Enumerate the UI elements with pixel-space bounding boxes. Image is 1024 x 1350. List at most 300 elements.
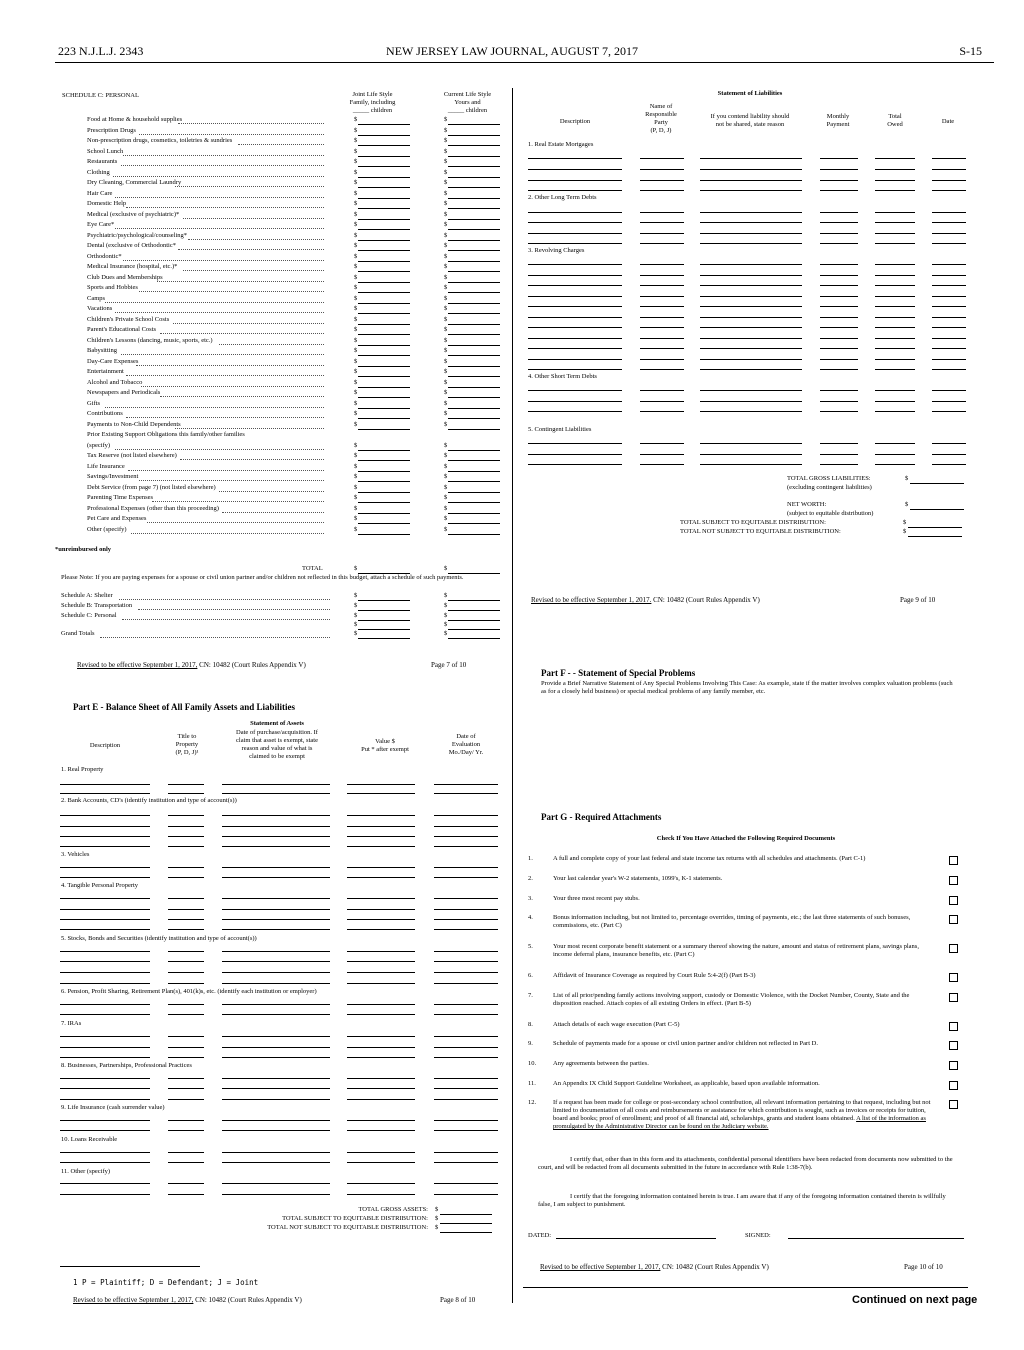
asset-entry-line[interactable] [168,1120,204,1121]
asset-entry-line[interactable] [168,1014,204,1015]
asset-entry-line[interactable] [60,951,150,952]
asset-entry-line[interactable] [222,1057,330,1058]
liability-entry-line[interactable] [875,243,915,244]
asset-entry-line[interactable] [434,1152,498,1153]
joint-amount-field[interactable] [358,368,410,377]
asset-entry-line[interactable] [222,951,330,952]
liability-entry-line[interactable] [820,401,858,402]
liability-entry-line[interactable] [932,454,966,455]
asset-entry-line[interactable] [60,846,150,847]
asset-entry-line[interactable] [168,1152,204,1153]
liability-entry-line[interactable] [932,327,966,328]
attachment-checkbox[interactable] [949,1081,958,1090]
asset-entry-line[interactable] [222,1099,330,1100]
current-amount-field[interactable] [448,452,500,461]
asset-entry-line[interactable] [222,836,330,837]
asset-entry-line[interactable] [60,898,150,899]
liability-entry-line[interactable] [820,158,858,159]
joint-amount-field[interactable] [358,169,410,178]
liability-entry-line[interactable] [820,285,858,286]
liability-entry-line[interactable] [528,222,622,223]
joint-amount-field[interactable] [358,379,410,388]
asset-entry-line[interactable] [222,1183,330,1184]
joint-amount-field[interactable] [358,200,410,209]
asset-entry-line[interactable] [168,898,204,899]
liability-entry-line[interactable] [932,443,966,444]
summary-current-field[interactable] [448,630,500,639]
asset-entry-line[interactable] [60,784,150,785]
liability-entry-line[interactable] [875,180,915,181]
asset-entry-line[interactable] [222,1014,330,1015]
liability-entry-line[interactable] [932,296,966,297]
liability-entry-line[interactable] [640,327,684,328]
joint-amount-field[interactable] [358,505,410,514]
liability-entry-line[interactable] [820,411,858,412]
current-amount-field[interactable] [448,316,500,325]
joint-amount-field[interactable] [358,232,410,241]
asset-entry-line[interactable] [222,867,330,868]
dated-field[interactable] [556,1238,716,1239]
asset-entry-line[interactable] [434,867,498,868]
liability-entry-line[interactable] [820,264,858,265]
liability-entry-line[interactable] [528,317,622,318]
asset-entry-line[interactable] [168,846,204,847]
liability-entry-line[interactable] [528,190,622,191]
asset-entry-line[interactable] [222,826,330,827]
liability-entry-line[interactable] [820,369,858,370]
asset-entry-line[interactable] [347,961,415,962]
current-amount-field[interactable] [448,274,500,283]
current-amount-field[interactable] [448,200,500,209]
asset-entry-line[interactable] [168,919,204,920]
asset-entry-line[interactable] [434,793,498,794]
current-amount-field[interactable] [448,421,500,430]
asset-entry-line[interactable] [60,1036,150,1037]
liability-entry-line[interactable] [700,243,802,244]
summary-current-field[interactable] [448,592,500,601]
liability-entry-line[interactable] [640,180,684,181]
liability-entry-line[interactable] [932,317,966,318]
current-amount-field[interactable] [448,158,500,167]
current-amount-field[interactable] [448,169,500,178]
asset-entry-line[interactable] [347,867,415,868]
asset-entry-line[interactable] [434,951,498,952]
asset-entry-line[interactable] [222,815,330,816]
liability-entry-line[interactable] [932,359,966,360]
liability-entry-line[interactable] [932,190,966,191]
asset-entry-line[interactable] [434,1004,498,1005]
total-current-field[interactable] [448,565,500,574]
asset-entry-line[interactable] [60,961,150,962]
asset-entry-line[interactable] [347,929,415,930]
attachment-checkbox[interactable] [949,1022,958,1031]
liability-entry-line[interactable] [700,285,802,286]
asset-entry-line[interactable] [60,929,150,930]
liability-entry-line[interactable] [875,317,915,318]
liability-entry-line[interactable] [640,190,684,191]
asset-entry-line[interactable] [168,951,204,952]
joint-amount-field[interactable] [358,421,410,430]
asset-entry-line[interactable] [434,1194,498,1195]
asset-entry-line[interactable] [60,919,150,920]
liability-entry-line[interactable] [528,158,622,159]
joint-amount-field[interactable] [358,347,410,356]
current-amount-field[interactable] [448,263,500,272]
liability-entry-line[interactable] [820,190,858,191]
asset-entry-line[interactable] [434,1099,498,1100]
asset-entry-line[interactable] [168,836,204,837]
liability-entry-line[interactable] [528,264,622,265]
liability-entry-line[interactable] [875,443,915,444]
liability-entry-line[interactable] [640,359,684,360]
liability-entry-line[interactable] [528,296,622,297]
current-amount-field[interactable] [448,442,500,451]
attachment-checkbox[interactable] [949,993,958,1002]
liability-entry-line[interactable] [932,169,966,170]
asset-entry-line[interactable] [434,919,498,920]
liability-entry-line[interactable] [700,443,802,444]
asset-entry-line[interactable] [434,1047,498,1048]
liability-entry-line[interactable] [932,264,966,265]
asset-entry-line[interactable] [222,1162,330,1163]
joint-amount-field[interactable] [358,515,410,524]
liability-entry-line[interactable] [528,275,622,276]
asset-entry-line[interactable] [222,983,330,984]
liability-entry-line[interactable] [932,464,966,465]
asset-entry-line[interactable] [222,1130,330,1131]
joint-amount-field[interactable] [358,316,410,325]
current-amount-field[interactable] [448,379,500,388]
summary-current-field[interactable] [448,612,500,621]
asset-entry-line[interactable] [222,846,330,847]
joint-amount-field[interactable] [358,148,410,157]
asset-entry-line[interactable] [347,1088,415,1089]
liability-entry-line[interactable] [528,359,622,360]
asset-entry-line[interactable] [434,1057,498,1058]
liability-entry-line[interactable] [820,317,858,318]
joint-amount-field[interactable] [358,263,410,272]
liability-entry-line[interactable] [640,464,684,465]
asset-entry-line[interactable] [168,1183,204,1184]
joint-amount-field[interactable] [358,484,410,493]
summary-joint-field[interactable] [358,602,410,611]
liability-entry-line[interactable] [875,222,915,223]
asset-entry-line[interactable] [60,1078,150,1079]
liability-entry-line[interactable] [528,454,622,455]
liability-entry-line[interactable] [700,212,802,213]
current-amount-field[interactable] [448,337,500,346]
asset-entry-line[interactable] [168,929,204,930]
current-amount-field[interactable] [448,253,500,262]
joint-amount-field[interactable] [358,211,410,220]
liability-entry-line[interactable] [528,169,622,170]
joint-amount-field[interactable] [358,463,410,472]
joint-amount-field[interactable] [358,179,410,188]
asset-entry-line[interactable] [347,1036,415,1037]
asset-entry-line[interactable] [222,1152,330,1153]
liability-entry-line[interactable] [700,275,802,276]
asset-entry-line[interactable] [347,1183,415,1184]
asset-entry-line[interactable] [60,983,150,984]
asset-entry-line[interactable] [347,793,415,794]
current-amount-field[interactable] [448,410,500,419]
asset-entry-line[interactable] [434,1088,498,1089]
asset-entry-line[interactable] [347,1152,415,1153]
asset-total-field[interactable] [440,1206,492,1215]
asset-entry-line[interactable] [434,815,498,816]
liability-entry-line[interactable] [700,233,802,234]
current-amount-field[interactable] [448,305,500,314]
asset-entry-line[interactable] [434,1014,498,1015]
liability-entry-line[interactable] [700,158,802,159]
liability-entry-line[interactable] [640,275,684,276]
liability-entry-line[interactable] [640,401,684,402]
liability-entry-line[interactable] [640,411,684,412]
current-amount-field[interactable] [448,137,500,146]
current-amount-field[interactable] [448,326,500,335]
summary-current-field[interactable] [448,602,500,611]
joint-amount-field[interactable] [358,116,410,125]
summary-joint-field[interactable] [358,630,410,639]
asset-entry-line[interactable] [347,826,415,827]
liability-entry-line[interactable] [820,327,858,328]
asset-entry-line[interactable] [434,836,498,837]
liability-entry-line[interactable] [700,401,802,402]
attachment-checkbox[interactable] [949,896,958,905]
liability-entry-line[interactable] [640,369,684,370]
liability-entry-line[interactable] [932,390,966,391]
asset-entry-line[interactable] [434,1162,498,1163]
summary-current-field[interactable] [448,621,500,630]
current-amount-field[interactable] [448,221,500,230]
joint-amount-field[interactable] [358,295,410,304]
liability-entry-line[interactable] [528,464,622,465]
liability-entry-line[interactable] [875,464,915,465]
asset-entry-line[interactable] [434,784,498,785]
current-amount-field[interactable] [448,211,500,220]
asset-entry-line[interactable] [347,1099,415,1100]
asset-entry-line[interactable] [168,983,204,984]
asset-entry-line[interactable] [434,1130,498,1131]
liability-entry-line[interactable] [820,233,858,234]
attachment-checkbox[interactable] [949,973,958,982]
asset-entry-line[interactable] [168,1194,204,1195]
liability-entry-line[interactable] [875,264,915,265]
liability-entry-line[interactable] [700,190,802,191]
attachment-checkbox[interactable] [949,915,958,924]
liability-total-field[interactable] [910,475,964,484]
current-amount-field[interactable] [448,347,500,356]
liability-entry-line[interactable] [875,454,915,455]
liability-entry-line[interactable] [875,359,915,360]
liability-entry-line[interactable] [640,233,684,234]
asset-entry-line[interactable] [347,983,415,984]
liability-entry-line[interactable] [700,464,802,465]
attachment-checkbox[interactable] [949,944,958,953]
liability-entry-line[interactable] [875,327,915,328]
current-amount-field[interactable] [448,389,500,398]
asset-entry-line[interactable] [168,1130,204,1131]
liability-entry-line[interactable] [640,285,684,286]
joint-amount-field[interactable] [358,242,410,251]
current-amount-field[interactable] [448,463,500,472]
liability-entry-line[interactable] [820,212,858,213]
liability-entry-line[interactable] [700,348,802,349]
asset-entry-line[interactable] [347,1194,415,1195]
current-amount-field[interactable] [448,284,500,293]
asset-entry-line[interactable] [434,1183,498,1184]
liability-entry-line[interactable] [932,233,966,234]
asset-entry-line[interactable] [60,867,150,868]
liability-entry-line[interactable] [700,359,802,360]
joint-amount-field[interactable] [358,274,410,283]
asset-entry-line[interactable] [222,898,330,899]
liability-entry-line[interactable] [932,212,966,213]
liability-entry-line[interactable] [820,275,858,276]
asset-entry-line[interactable] [222,1036,330,1037]
asset-entry-line[interactable] [222,972,330,973]
liability-entry-line[interactable] [700,296,802,297]
signature-field[interactable] [788,1238,964,1239]
liability-entry-line[interactable] [875,369,915,370]
liability-entry-line[interactable] [875,306,915,307]
liability-entry-line[interactable] [932,411,966,412]
asset-entry-line[interactable] [222,1120,330,1121]
asset-entry-line[interactable] [347,919,415,920]
asset-entry-line[interactable] [168,793,204,794]
asset-entry-line[interactable] [347,1014,415,1015]
joint-amount-field[interactable] [358,253,410,262]
asset-entry-line[interactable] [168,1099,204,1100]
asset-entry-line[interactable] [347,815,415,816]
current-amount-field[interactable] [448,526,500,535]
liability-total-field[interactable] [908,528,962,537]
asset-entry-line[interactable] [222,961,330,962]
liability-entry-line[interactable] [640,338,684,339]
asset-entry-line[interactable] [60,1004,150,1005]
asset-entry-line[interactable] [347,846,415,847]
asset-entry-line[interactable] [168,815,204,816]
asset-entry-line[interactable] [222,1078,330,1079]
joint-amount-field[interactable] [358,158,410,167]
asset-entry-line[interactable] [60,1130,150,1131]
liability-entry-line[interactable] [528,411,622,412]
asset-entry-line[interactable] [222,784,330,785]
liability-entry-line[interactable] [700,411,802,412]
current-amount-field[interactable] [448,400,500,409]
liability-entry-line[interactable] [528,285,622,286]
current-amount-field[interactable] [448,190,500,199]
joint-amount-field[interactable] [358,452,410,461]
asset-entry-line[interactable] [168,1162,204,1163]
asset-entry-line[interactable] [347,1057,415,1058]
asset-entry-line[interactable] [60,1152,150,1153]
asset-entry-line[interactable] [60,815,150,816]
asset-entry-line[interactable] [222,1194,330,1195]
current-amount-field[interactable] [448,116,500,125]
summary-joint-field[interactable] [358,621,410,630]
asset-entry-line[interactable] [222,919,330,920]
asset-entry-line[interactable] [347,1162,415,1163]
liability-entry-line[interactable] [875,285,915,286]
joint-amount-field[interactable] [358,337,410,346]
asset-entry-line[interactable] [347,1130,415,1131]
liability-entry-line[interactable] [875,411,915,412]
liability-entry-line[interactable] [640,443,684,444]
liability-entry-line[interactable] [700,222,802,223]
liability-entry-line[interactable] [820,180,858,181]
liability-entry-line[interactable] [820,243,858,244]
liability-entry-line[interactable] [700,264,802,265]
asset-entry-line[interactable] [60,826,150,827]
attachment-checkbox[interactable] [949,876,958,885]
current-amount-field[interactable] [448,179,500,188]
asset-entry-line[interactable] [347,1120,415,1121]
liability-entry-line[interactable] [700,327,802,328]
current-amount-field[interactable] [448,358,500,367]
joint-amount-field[interactable] [358,400,410,409]
liability-entry-line[interactable] [820,169,858,170]
liability-entry-line[interactable] [875,390,915,391]
current-amount-field[interactable] [448,505,500,514]
liability-entry-line[interactable] [932,348,966,349]
liability-entry-line[interactable] [700,369,802,370]
asset-entry-line[interactable] [222,909,330,910]
asset-total-field[interactable] [440,1215,492,1224]
asset-entry-line[interactable] [168,972,204,973]
current-amount-field[interactable] [448,148,500,157]
asset-entry-line[interactable] [168,1088,204,1089]
liability-entry-line[interactable] [528,243,622,244]
joint-amount-field[interactable] [358,221,410,230]
asset-entry-line[interactable] [434,929,498,930]
liability-entry-line[interactable] [528,212,622,213]
asset-entry-line[interactable] [168,784,204,785]
asset-entry-line[interactable] [434,846,498,847]
asset-entry-line[interactable] [434,826,498,827]
asset-entry-line[interactable] [168,1057,204,1058]
liability-entry-line[interactable] [640,317,684,318]
asset-entry-line[interactable] [168,961,204,962]
liability-entry-line[interactable] [875,158,915,159]
current-amount-field[interactable] [448,232,500,241]
asset-entry-line[interactable] [60,1014,150,1015]
asset-entry-line[interactable] [222,1088,330,1089]
liability-entry-line[interactable] [932,401,966,402]
joint-amount-field[interactable] [358,137,410,146]
asset-entry-line[interactable] [347,1004,415,1005]
liability-total-field[interactable] [910,501,964,510]
asset-entry-line[interactable] [60,836,150,837]
liability-entry-line[interactable] [640,222,684,223]
liability-entry-line[interactable] [820,390,858,391]
current-amount-field[interactable] [448,295,500,304]
liability-entry-line[interactable] [528,390,622,391]
liability-entry-line[interactable] [700,306,802,307]
liability-entry-line[interactable] [700,317,802,318]
liability-entry-line[interactable] [700,180,802,181]
asset-entry-line[interactable] [168,909,204,910]
asset-entry-line[interactable] [222,1047,330,1048]
liability-entry-line[interactable] [820,359,858,360]
joint-amount-field[interactable] [358,526,410,535]
asset-entry-line[interactable] [434,1036,498,1037]
liability-entry-line[interactable] [640,296,684,297]
joint-amount-field[interactable] [358,473,410,482]
summary-joint-field[interactable] [358,612,410,621]
asset-entry-line[interactable] [60,972,150,973]
current-amount-field[interactable] [448,127,500,136]
